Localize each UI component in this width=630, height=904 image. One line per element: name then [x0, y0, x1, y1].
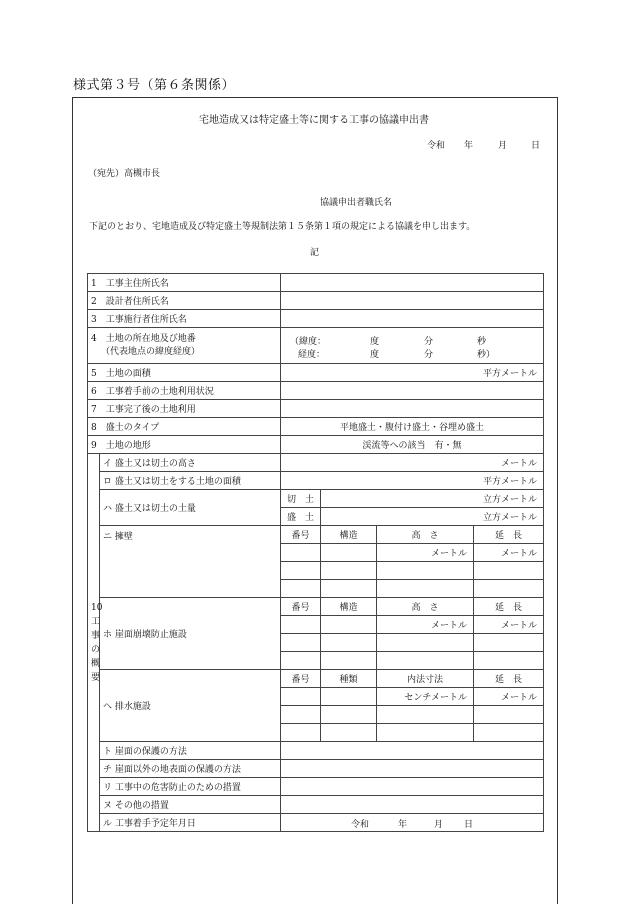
label-row-7: 7 工事完了後の土地利用 — [88, 400, 281, 418]
label-row-8: 8 盛土のタイプ — [88, 418, 281, 436]
label-ho: ホ 崖面崩壊防止施設 — [100, 598, 281, 670]
label-he: ヘ 排水施設 — [100, 670, 281, 742]
value-row-2[interactable] — [281, 292, 544, 310]
date-year: 年 — [464, 141, 474, 151]
value-nu[interactable] — [281, 796, 544, 814]
he-col-inner: 内法寸法 — [377, 670, 474, 688]
ni-1-length[interactable]: メートル — [474, 544, 544, 562]
row-10-ro — [88, 472, 544, 490]
ni-col-no: 番号 — [281, 526, 321, 544]
value-row-3[interactable] — [281, 310, 544, 328]
value-row-9[interactable]: 渓流等への該当 有・無 — [281, 436, 544, 454]
label-row-4: 4 土地の所在地及び地番 （代表地点の緯度経度） — [88, 328, 281, 364]
row-10-ha-cut — [88, 490, 544, 508]
ni-col-length: 延 長 — [474, 526, 544, 544]
value-chi[interactable] — [281, 760, 544, 778]
row-ru — [88, 814, 544, 832]
section-10-label: 10 工 事 の 概 要 — [88, 454, 100, 832]
value-row-4[interactable]: （緯度： 度 分 秒 経度： 度 分 秒） — [281, 328, 544, 364]
row-5 — [88, 364, 544, 382]
row-8 — [88, 418, 544, 436]
ni-1-no[interactable] — [281, 544, 321, 562]
label-row-9: 9 土地の地形 — [88, 436, 281, 454]
ho-col-height: 高 さ — [377, 598, 474, 616]
date-day: 日 — [531, 141, 541, 151]
value-row-6[interactable] — [281, 382, 544, 400]
ni-1-height[interactable]: メートル — [377, 544, 474, 562]
label-chi: チ 崖面以外の地表面の保護の方法 — [100, 760, 281, 778]
he-col-no: 番号 — [281, 670, 321, 688]
value-row-1[interactable] — [281, 274, 544, 292]
label-row-5: 5 土地の面積 — [88, 364, 281, 382]
ho-col-length: 延 長 — [474, 598, 544, 616]
row-ho-header — [88, 598, 544, 616]
ha-fill-value[interactable]: 立方メートル — [321, 508, 544, 526]
ha-cut-label: 切 土 — [281, 490, 321, 508]
row-to — [88, 742, 544, 760]
row-4 — [88, 328, 544, 364]
ha-cut-value[interactable]: 立方メートル — [321, 490, 544, 508]
value-ri[interactable] — [281, 778, 544, 796]
row-he-header — [88, 670, 544, 688]
ni-col-structure: 構造 — [321, 526, 377, 544]
ho-col-no: 番号 — [281, 598, 321, 616]
value-i[interactable]: メートル — [281, 454, 544, 472]
label-ni: ニ 擁壁 — [100, 526, 281, 598]
ho-col-structure: 構造 — [321, 598, 377, 616]
date-month: 月 — [498, 141, 508, 151]
row-1 — [88, 274, 544, 292]
row-7 — [88, 400, 544, 418]
addressee: （宛先）高槻市長 — [88, 169, 161, 179]
label-ro: ロ 盛土又は切土をする土地の面積 — [100, 472, 281, 490]
ho-1-length[interactable]: メートル — [474, 616, 544, 634]
value-row-7[interactable] — [281, 400, 544, 418]
ni-1-structure[interactable] — [321, 544, 377, 562]
label-nu: ヌ その他の措置 — [100, 796, 281, 814]
ho-1-height[interactable]: メートル — [377, 616, 474, 634]
value-ru[interactable]: 令和 年 月 日 — [281, 814, 544, 832]
row-3 — [88, 310, 544, 328]
label-row-3: 3 工事施行者住所氏名 — [88, 310, 281, 328]
row-10-i — [88, 454, 544, 472]
he-1-inner[interactable]: センチメートル — [377, 688, 474, 706]
label-ri: リ 工事中の危害防止のための措置 — [100, 778, 281, 796]
label-ru: ル 工事着手予定年月日 — [100, 814, 281, 832]
label-row-2: 2 設計者住所氏名 — [88, 292, 281, 310]
row-chi — [88, 760, 544, 778]
row-nu — [88, 796, 544, 814]
row-2 — [88, 292, 544, 310]
date-era: 令和 — [427, 141, 446, 151]
he-col-type: 種類 — [321, 670, 377, 688]
row-ri — [88, 778, 544, 796]
intro-text: 下記のとおり、宅地造成及び特定盛土等規制法第１５条第１項の規定による協議を申し出ます。 — [89, 222, 476, 232]
form-number-label: 様式第３号（第６条関係） — [73, 78, 236, 93]
ha-fill-label: 盛 土 — [281, 508, 321, 526]
row-9 — [88, 436, 544, 454]
applicant-label: 協議申出者職氏名 — [320, 198, 393, 208]
ni-col-height: 高 さ — [377, 526, 474, 544]
value-to[interactable] — [281, 742, 544, 760]
application-table — [87, 273, 544, 832]
label-ha: ハ 盛土又は切土の土量 — [100, 490, 281, 526]
label-to: ト 崖面の保護の方法 — [100, 742, 281, 760]
label-row-6: 6 工事着手前の土地利用状況 — [88, 382, 281, 400]
he-1-length[interactable]: メートル — [474, 688, 544, 706]
form-title: 宅地造成又は特定盛土等に関する工事の協議申出書 — [199, 115, 429, 126]
value-row-5[interactable]: 平方メートル — [281, 364, 544, 382]
value-ro[interactable]: 平方メートル — [281, 472, 544, 490]
row-6 — [88, 382, 544, 400]
label-row-1: 1 工事主住所氏名 — [88, 274, 281, 292]
row-ni-header — [88, 526, 544, 544]
ki-heading: 記 — [310, 248, 320, 258]
label-i: イ 盛土又は切土の高さ — [100, 454, 281, 472]
value-row-8[interactable]: 平地盛土・腹付け盛土・谷埋め盛土 — [281, 418, 544, 436]
he-col-length: 延 長 — [474, 670, 544, 688]
